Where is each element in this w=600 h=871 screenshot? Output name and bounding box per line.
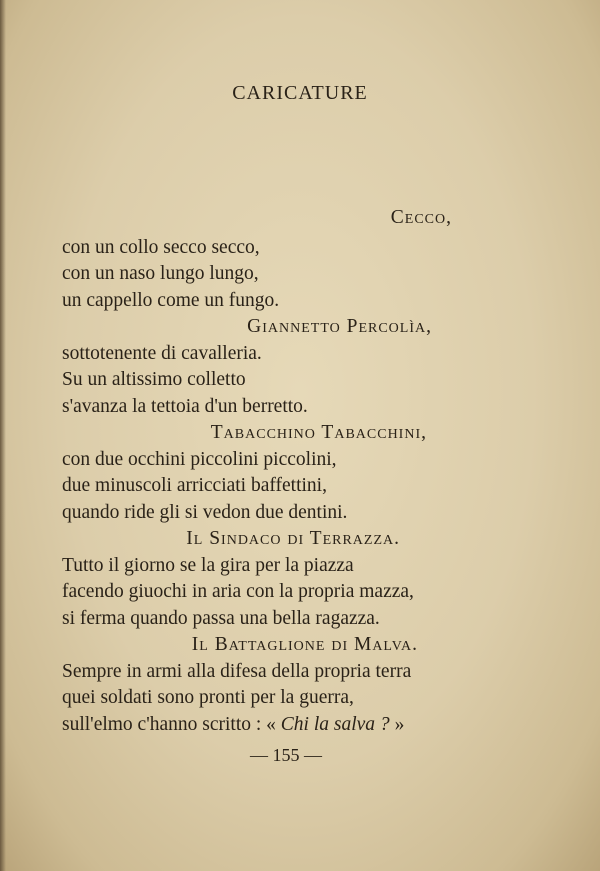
poem-line: quando ride gli si vedon due dentini. <box>62 501 348 523</box>
poem-line: quei soldati sono pronti per la guerra, <box>62 687 354 708</box>
poem-line: si ferma quando passa una bella ragazza. <box>62 607 380 629</box>
poem-line: con un naso lungo lungo, <box>62 263 259 284</box>
page-number: — 155 — <box>250 745 322 765</box>
stanza-heading: Il Sindaco di Terrazza. <box>186 528 400 549</box>
poem-line: facendo giuochi in aria con la propria mazza, <box>62 581 414 602</box>
stanza-heading: Il Battaglione di Malva. <box>191 634 418 655</box>
poem-line: un cappello come un fungo. <box>62 289 280 311</box>
page-title: CARICATURE <box>232 82 368 104</box>
poem-line: due minuscoli arricciati baffettini, <box>62 475 327 496</box>
poem-line: Tutto il giorno se la gira per la piazza <box>62 554 354 576</box>
stanza-heading: Tabacchino Tabacchini, <box>210 422 427 443</box>
poem-line-suffix: » <box>389 713 405 735</box>
page-edge-shadow <box>0 0 6 871</box>
poem-line: Su un altissimo colletto <box>62 369 246 390</box>
stanza-heading: Giannetto Percolìa, <box>247 316 432 337</box>
poem-line: Sempre in armi alla difesa della propria terra <box>62 660 412 682</box>
poem-line: s'avanza la tettoia d'un berretto. <box>62 395 308 417</box>
italic-quote: Chi la salva ? <box>280 713 390 735</box>
stanza-heading: Cecco, <box>390 207 452 228</box>
poem-line: con due occhini piccolini piccolini, <box>62 448 337 470</box>
poem-line: sottotenente di cavalleria. <box>62 342 262 364</box>
poem-line: con un collo secco secco, <box>62 236 260 258</box>
poem-line-last <box>62 712 462 739</box>
poem-line-prefix: sull'elmo c'hanno scritto : « <box>62 713 281 735</box>
poem <box>62 205 462 738</box>
